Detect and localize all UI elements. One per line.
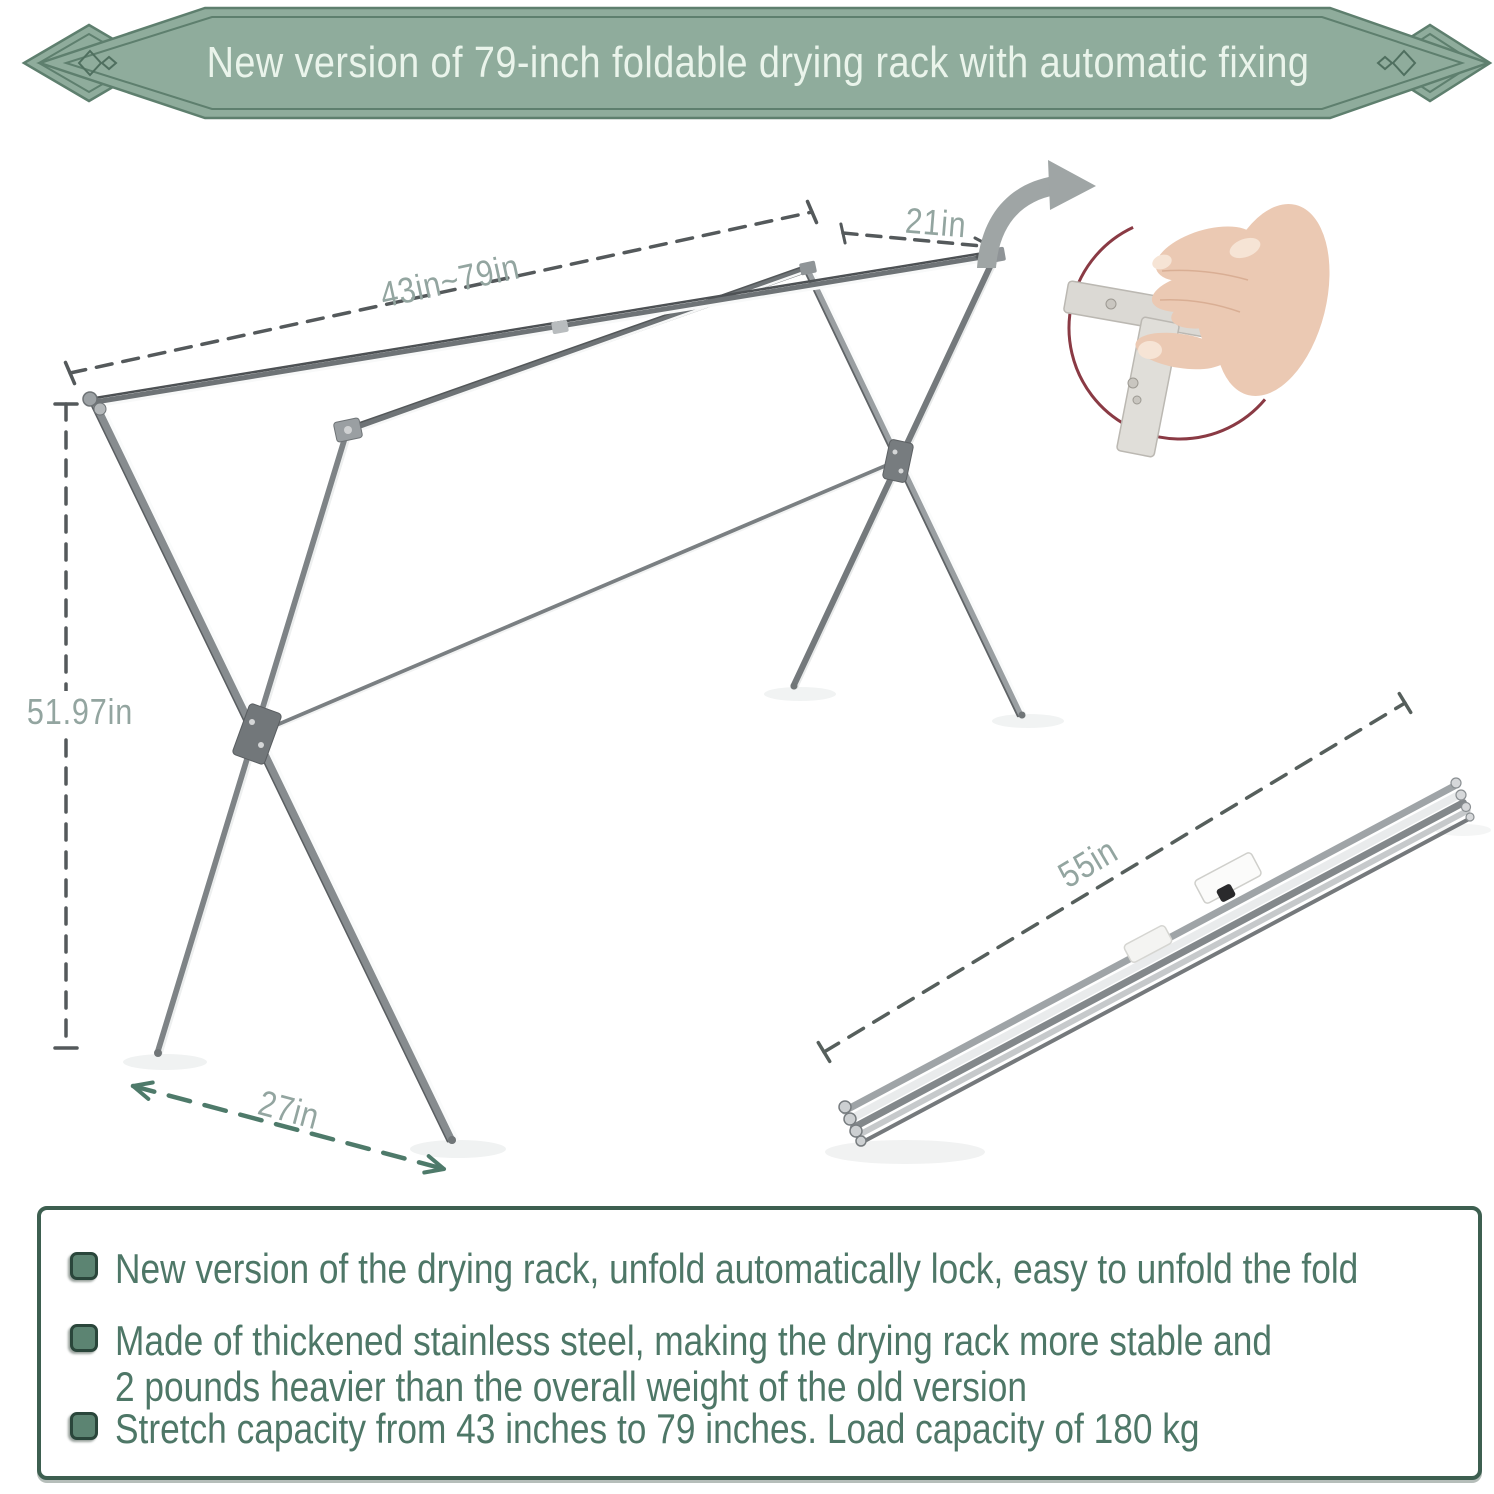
folded-tube bbox=[858, 811, 1468, 1136]
front-left-leg-highlight bbox=[100, 401, 457, 1139]
feature-text bbox=[115, 1246, 1358, 1292]
tube-end-cap bbox=[850, 1125, 862, 1137]
curved-arrow-head-icon bbox=[1048, 160, 1096, 210]
dim-label-rail-width: 43in~79in bbox=[376, 245, 524, 316]
joint-screw bbox=[893, 450, 898, 455]
joint-screw bbox=[258, 742, 264, 748]
dim-tick bbox=[841, 224, 845, 243]
foot-tip bbox=[154, 1049, 162, 1057]
foot-tip bbox=[791, 683, 798, 690]
drying-rack-open bbox=[83, 247, 1064, 1158]
foot-shadow bbox=[410, 1140, 506, 1158]
feature-line: 2 pounds heavier than the overall weight of the old version bbox=[115, 1363, 1028, 1410]
dim-label-folded-length: 55in bbox=[1050, 829, 1125, 896]
tube-end-cap bbox=[856, 1136, 866, 1146]
foot-tip bbox=[448, 1136, 456, 1144]
tube-end-cap bbox=[1462, 803, 1471, 812]
drying-rack-folded bbox=[825, 778, 1491, 1164]
joint-screw bbox=[899, 469, 904, 474]
front-left-leg-edge bbox=[91, 403, 448, 1141]
bullet-square-icon bbox=[70, 1412, 98, 1440]
tube-end-cap bbox=[1451, 778, 1461, 788]
bracket-screw bbox=[1133, 396, 1141, 404]
folded-tube bbox=[849, 795, 1459, 1120]
lock-detail-inset bbox=[1063, 192, 1348, 458]
feature-item-capacity bbox=[70, 1406, 1406, 1452]
dim-tick bbox=[1399, 694, 1410, 713]
banner-title: New version of 79-inch foldable drying rack with automatic fixing bbox=[206, 38, 1310, 87]
fold-mechanism-arrow bbox=[977, 160, 1096, 268]
feature-item-stainless-steel bbox=[70, 1318, 1492, 1410]
foot-shadow bbox=[992, 714, 1064, 728]
rear-right-leg-edge bbox=[804, 269, 1018, 716]
rear-right-leg-highlight bbox=[811, 267, 1025, 714]
feature-box bbox=[37, 1206, 1482, 1480]
tube-end-cap bbox=[1456, 790, 1466, 800]
joint-screw bbox=[249, 719, 255, 725]
folded-rack-shadow bbox=[825, 1140, 985, 1164]
bracket-screw bbox=[1128, 378, 1138, 388]
folded-tube bbox=[861, 818, 1471, 1143]
feature-line: New version of the drying rack, unfold automatically lock, easy to unfold the fold bbox=[115, 1245, 1359, 1292]
rail-end-hinge bbox=[94, 403, 106, 415]
tube-end-cap bbox=[844, 1113, 856, 1125]
feature-line: Stretch capacity from 43 inches to 79 inches. Load capacity of 180 kg bbox=[115, 1405, 1200, 1452]
feature-item-auto-lock bbox=[70, 1246, 1494, 1292]
dim-label-base-width: 27in bbox=[254, 1081, 325, 1138]
foot-tip bbox=[1019, 712, 1026, 719]
foot-shadow bbox=[123, 1054, 207, 1070]
bullet-square-icon bbox=[70, 1252, 98, 1280]
feature-text bbox=[115, 1318, 1272, 1410]
feature-line: Made of thickened stainless steel, making the drying rack more stable and bbox=[115, 1317, 1273, 1364]
bracket-screw bbox=[1106, 299, 1116, 309]
rail-end-hinge bbox=[83, 392, 97, 406]
dim-label-top-depth: 21in bbox=[903, 199, 969, 246]
dim-tick bbox=[818, 1043, 829, 1062]
curved-arrow-icon bbox=[977, 176, 1056, 268]
rear-rail-hinge-pin bbox=[344, 426, 352, 434]
tube-end-cap bbox=[839, 1101, 851, 1113]
dim-label-height: 51.97in bbox=[22, 691, 139, 733]
tube-end-cap bbox=[1466, 813, 1474, 821]
foot-shadow bbox=[764, 687, 836, 701]
bullet-square-icon bbox=[70, 1324, 98, 1352]
rear-right-leg bbox=[808, 268, 1022, 715]
thumb-nail bbox=[1138, 341, 1162, 359]
feature-text bbox=[115, 1406, 1200, 1452]
front-left-leg bbox=[95, 402, 452, 1140]
